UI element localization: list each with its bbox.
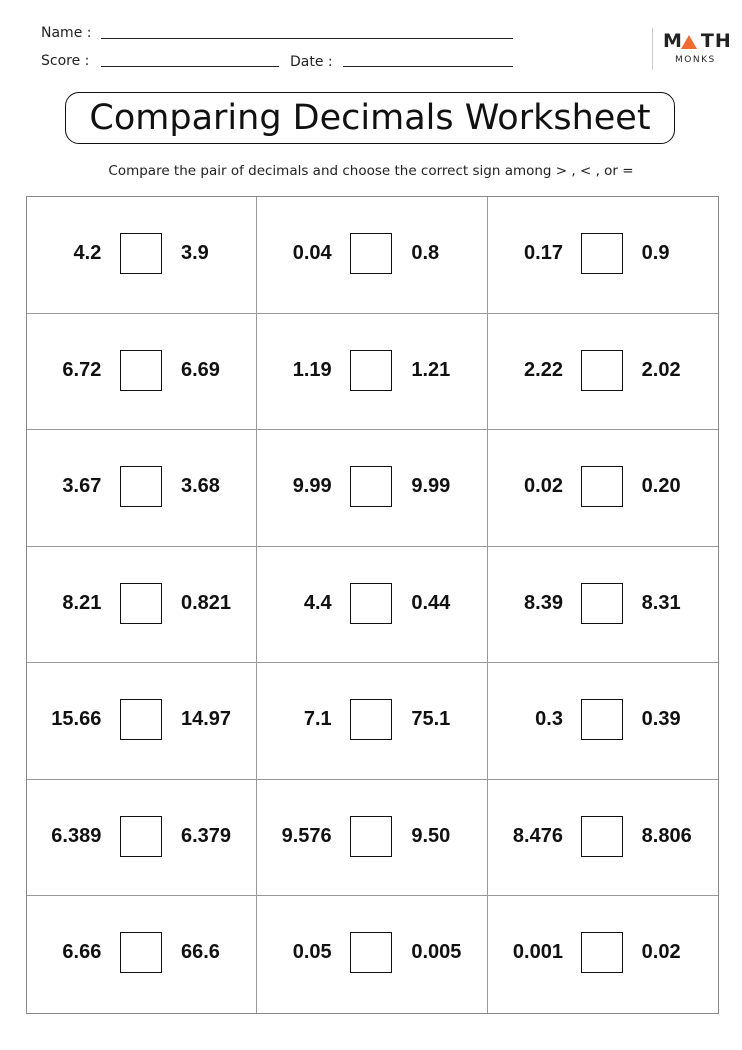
right-decimal: 0.44 [411, 591, 451, 614]
problem-cell [27, 663, 257, 780]
left-decimal: 0.02 [524, 475, 563, 498]
problem-cell [488, 430, 718, 547]
problem-cell [27, 197, 257, 314]
name-label: Name : [41, 25, 92, 41]
answer-box[interactable] [581, 699, 623, 740]
problem-cell [488, 197, 718, 314]
left-decimal: 8.21 [62, 591, 102, 614]
left-decimal: 6.389 [51, 824, 102, 847]
title-box [65, 92, 675, 144]
left-decimal: 6.72 [62, 358, 102, 381]
problem-cell [488, 663, 718, 780]
logo-text-m: M [663, 30, 683, 52]
left-decimal: 3.67 [62, 475, 102, 498]
problem-cell [257, 780, 487, 897]
answer-box[interactable] [350, 932, 392, 973]
problem-cell [488, 314, 718, 431]
problem-cell [27, 780, 257, 897]
problem-cell [257, 547, 487, 664]
left-decimal: 9.576 [281, 824, 332, 847]
right-decimal: 0.02 [641, 941, 681, 964]
answer-box[interactable] [581, 932, 623, 973]
right-decimal: 3.68 [181, 475, 220, 498]
right-decimal: 66.6 [181, 941, 220, 964]
answer-box[interactable] [581, 350, 623, 391]
right-decimal: 0.8 [411, 242, 440, 264]
left-decimal: 2.22 [524, 358, 563, 381]
logo-subtitle: MONKS [675, 55, 716, 65]
answer-box[interactable] [350, 350, 392, 391]
right-decimal: 3.9 [181, 242, 209, 264]
left-decimal: 1.19 [292, 358, 332, 381]
answer-box[interactable] [350, 233, 392, 274]
answer-box[interactable] [120, 350, 162, 391]
left-decimal: 0.001 [512, 941, 563, 964]
problem-cell [27, 547, 257, 664]
answer-box[interactable] [120, 816, 162, 857]
logo-text-th: TH [700, 30, 732, 52]
answer-box[interactable] [581, 466, 623, 507]
problem-grid [26, 196, 719, 1014]
right-decimal: 8.806 [641, 824, 692, 847]
right-decimal: 1.21 [411, 358, 451, 381]
date-label: Date : [290, 54, 333, 70]
left-decimal: 9.99 [292, 475, 332, 498]
left-decimal: 15.66 [51, 708, 102, 731]
answer-box[interactable] [120, 583, 162, 624]
answer-box[interactable] [120, 699, 162, 740]
answer-box[interactable] [581, 583, 623, 624]
right-decimal: 6.69 [181, 358, 220, 381]
problem-cell [488, 780, 718, 897]
math-monks-logo [652, 28, 742, 70]
score-label: Score : [41, 53, 90, 69]
name-line[interactable] [101, 38, 513, 39]
answer-box[interactable] [350, 699, 392, 740]
left-decimal: 0.05 [292, 941, 332, 964]
right-decimal: 0.9 [641, 242, 670, 264]
left-decimal: 4.2 [73, 242, 102, 264]
right-decimal: 0.005 [411, 941, 462, 964]
answer-box[interactable] [120, 932, 162, 973]
right-decimal: 8.31 [641, 591, 681, 614]
answer-box[interactable] [120, 466, 162, 507]
problem-cell [27, 314, 257, 431]
answer-box[interactable] [581, 816, 623, 857]
problem-cell [257, 430, 487, 547]
left-decimal: 8.476 [512, 824, 563, 847]
date-line[interactable] [343, 66, 513, 67]
problem-cell [488, 896, 718, 1013]
logo-triangle-icon [681, 35, 697, 49]
right-decimal: 0.39 [641, 708, 681, 731]
problem-cell [27, 896, 257, 1013]
logo-wordmark [663, 30, 732, 52]
problem-cell [257, 197, 487, 314]
problem-cell [27, 430, 257, 547]
right-decimal: 2.02 [641, 358, 681, 381]
left-decimal: 0.17 [524, 242, 563, 264]
answer-box[interactable] [581, 233, 623, 274]
left-decimal: 0.3 [535, 708, 563, 731]
score-line[interactable] [101, 66, 279, 67]
right-decimal: 9.99 [411, 475, 451, 498]
answer-box[interactable] [120, 233, 162, 274]
right-decimal: 0.821 [181, 591, 232, 614]
page-title: Comparing Decimals Worksheet [89, 98, 651, 138]
right-decimal: 14.97 [181, 708, 232, 731]
answer-box[interactable] [350, 816, 392, 857]
answer-box[interactable] [350, 583, 392, 624]
right-decimal: 0.20 [641, 475, 681, 498]
answer-box[interactable] [350, 466, 392, 507]
left-decimal: 4.4 [303, 591, 332, 614]
problem-cell [257, 663, 487, 780]
problem-cell [257, 896, 487, 1013]
right-decimal: 75.1 [411, 708, 451, 731]
problem-cell [488, 547, 718, 664]
left-decimal: 0.04 [292, 242, 332, 264]
left-decimal: 6.66 [62, 941, 102, 964]
left-decimal: 8.39 [524, 591, 563, 614]
right-decimal: 9.50 [411, 824, 451, 847]
instructions: Compare the pair of decimals and choose the correct sign among > , < , or = [108, 163, 634, 179]
problem-cell [257, 314, 487, 431]
right-decimal: 6.379 [181, 824, 232, 847]
left-decimal: 7.1 [303, 708, 332, 731]
